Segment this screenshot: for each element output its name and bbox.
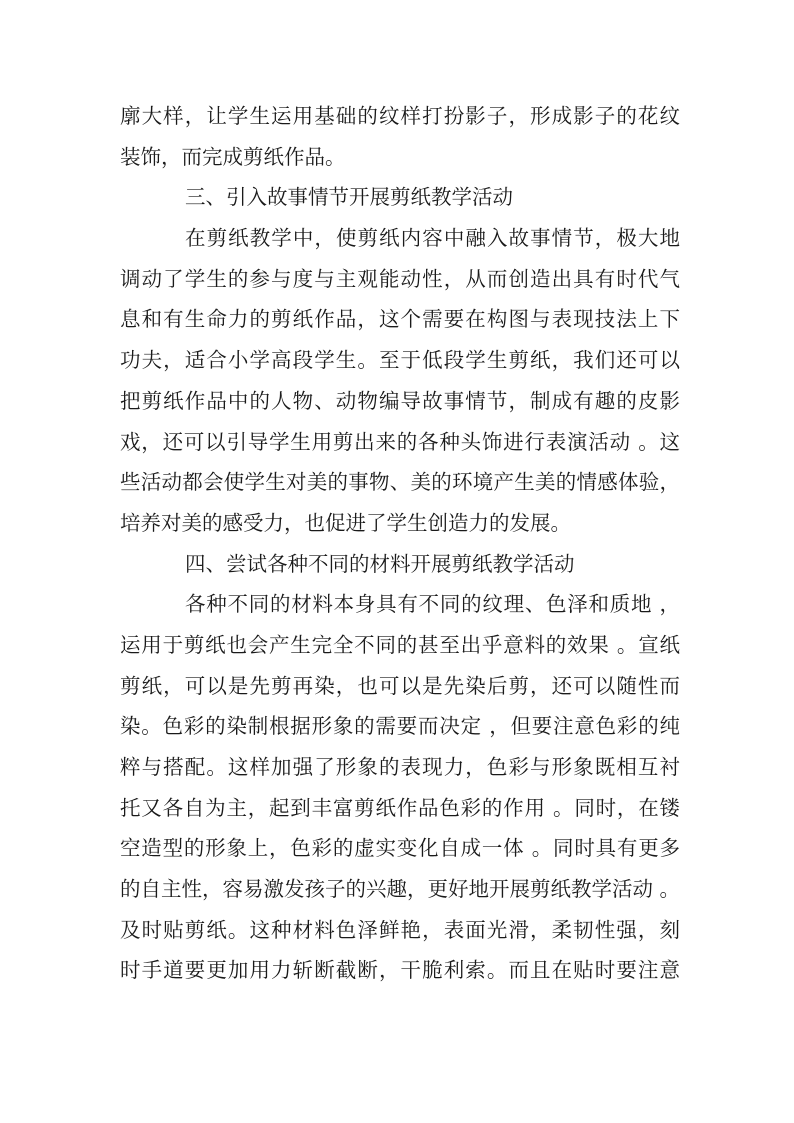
- text-line: 空造型的形象上，色彩的虚实变化自成一体 。同时具有更多: [120, 836, 680, 861]
- text-line: 染。色彩的染制根据形象的需要而决定 ，但要注意色彩的纯: [120, 714, 680, 739]
- text-line: 时手道要更加用力斩断截断，干脆利索。而且在贴时要注意: [120, 958, 680, 983]
- paragraph-first-line: 在剪纸教学中，使剪纸内容中融入故事情节，极大地: [185, 226, 680, 251]
- text-line: 戏，还可以引导学生用剪出来的各种头饰进行表演活动 。这: [120, 429, 680, 454]
- text-line: 培养对美的感受力，也促进了学生创造力的发展。: [120, 510, 571, 535]
- text-line: 些活动都会使学生对美的事物、美的环境产生美的情感体验，: [120, 470, 680, 495]
- text-line: 功夫，适合小学高段学生。至于低段学生剪纸，我们还可以: [120, 348, 680, 373]
- section-heading: 四、尝试各种不同的材料开展剪纸教学活动: [185, 551, 575, 576]
- text-line: 把剪纸作品中的人物、动物编导故事情节，制成有趣的皮影: [120, 388, 680, 413]
- text-line: 剪纸，可以是先剪再染，也可以是先染后剪，还可以随性而: [120, 673, 680, 698]
- text-line: 的自主性，容易激发孩子的兴趣，更好地开展剪纸教学活动 。: [120, 877, 681, 902]
- text-line: 息和有生命力的剪纸作品，这个需要在构图与表现技法上下: [120, 307, 680, 332]
- paragraph-first-line: 各种不同的材料本身具有不同的纹理、色泽和质地 ，: [185, 592, 680, 617]
- text-line: 粹与搭配。这样加强了形象的表现力，色彩与形象既相互衬: [120, 755, 680, 779]
- text-line: 装饰，而完成剪纸作品。: [120, 144, 346, 169]
- body-text: [120, 96, 680, 991]
- text-line: 运用于剪纸也会产生完全不同的甚至出乎意料的效果 。宣纸: [120, 632, 680, 657]
- text-line: 及时贴剪纸。这种材料色泽鲜艳，表面光滑，柔韧性强，刻: [120, 917, 680, 942]
- section-heading: 三、引入故事情节开展剪纸教学活动: [185, 185, 513, 210]
- text-line: 廓大样，让学生运用基础的纹样打扮影子，形成影子的花纹: [120, 104, 680, 128]
- text-line: 托又各自为主，起到丰富剪纸作品色彩的作用 。同时，在镂: [120, 795, 680, 820]
- text-line: 调动了学生的参与度与主观能动性，从而创造出具有时代气: [120, 266, 680, 291]
